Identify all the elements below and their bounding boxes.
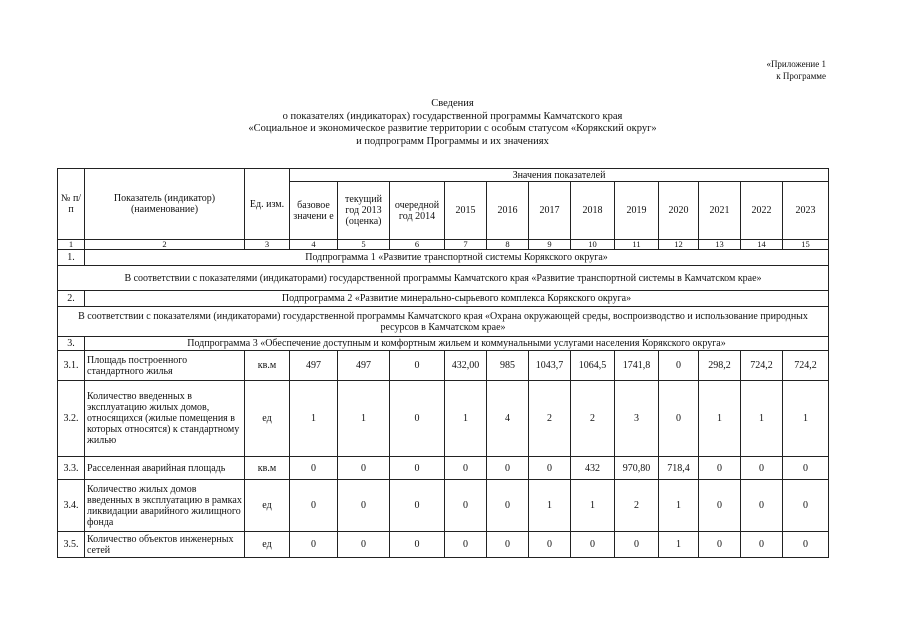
column-number: 1 — [58, 240, 85, 250]
column-number: 11 — [615, 240, 659, 250]
row-value: 0 — [487, 480, 529, 532]
subprogram-1-note: В соответствии с показателями (индикаторами) государственной программы Камчатского края «Развитие транспортной системы в Камчатском крае» — [58, 266, 829, 291]
row-value: 497 — [338, 351, 390, 381]
title-line-4: и подпрограмм Программы и их значениях — [356, 135, 549, 147]
row-value: 0 — [487, 532, 529, 558]
section-number: 1. — [58, 250, 85, 266]
row-number: 3.2. — [58, 381, 85, 457]
row-value: 724,2 — [741, 351, 783, 381]
row-value: 0 — [290, 532, 338, 558]
row-value: 1 — [338, 381, 390, 457]
appendix-line-1: «Приложение 1 — [766, 59, 826, 69]
row-value: 0 — [659, 351, 699, 381]
row-indicator-name: Количество объектов инженерных сетей — [85, 532, 245, 558]
subprogram-2-title: Подпрограмма 2 «Развитие минерально-сырьевого комплекса Корякского округа» — [85, 291, 829, 307]
header-indicator: Показатель (индикатор) (наименование) — [85, 169, 245, 240]
row-value: 724,2 — [783, 351, 829, 381]
row-value: 2 — [529, 381, 571, 457]
table-row — [58, 480, 829, 532]
header-values-group: Значения показателей — [290, 169, 829, 182]
row-number: 3.3. — [58, 457, 85, 480]
subprogram-2-note-row — [58, 307, 829, 337]
column-number: 7 — [445, 240, 487, 250]
row-value: 0 — [529, 457, 571, 480]
row-value: 985 — [487, 351, 529, 381]
header-num: № п/п — [58, 169, 85, 240]
appendix-line-2: к Программе — [776, 71, 826, 81]
row-value: 1741,8 — [615, 351, 659, 381]
row-value: 0 — [390, 457, 445, 480]
section-number: 2. — [58, 291, 85, 307]
row-value: 0 — [699, 480, 741, 532]
row-value: 0 — [445, 532, 487, 558]
header-year: 2015 — [445, 182, 487, 240]
row-value: 432,00 — [445, 351, 487, 381]
row-value: 0 — [659, 381, 699, 457]
column-number: 6 — [390, 240, 445, 250]
column-number: 5 — [338, 240, 390, 250]
row-value: 1 — [659, 532, 699, 558]
row-value: 0 — [741, 457, 783, 480]
row-value: 0 — [390, 381, 445, 457]
table-row — [58, 457, 829, 480]
row-unit: ед — [245, 532, 290, 558]
column-number: 13 — [699, 240, 741, 250]
indicators-table — [57, 168, 829, 558]
row-value: 1 — [445, 381, 487, 457]
row-value: 0 — [338, 457, 390, 480]
table-row — [58, 351, 829, 381]
header-current-year: текущий год 2013 (оценка) — [338, 182, 390, 240]
row-value: 0 — [445, 480, 487, 532]
header-base: базовое значени е — [290, 182, 338, 240]
row-value: 0 — [390, 351, 445, 381]
row-value: 0 — [338, 532, 390, 558]
header-next-year: очередной год 2014 — [390, 182, 445, 240]
header-year: 2023 — [783, 182, 829, 240]
row-indicator-name: Расселенная аварийная площадь — [85, 457, 245, 480]
header-year: 2021 — [699, 182, 741, 240]
row-indicator-name: Количество введенных в эксплуатацию жилых домов, относящихся (жилые помещения в которых относятся) к стандартному жилью — [85, 381, 245, 457]
row-value: 0 — [699, 532, 741, 558]
row-value: 497 — [290, 351, 338, 381]
row-value: 3 — [615, 381, 659, 457]
row-value: 0 — [390, 532, 445, 558]
header-year: 2018 — [571, 182, 615, 240]
row-value: 0 — [783, 457, 829, 480]
column-number: 15 — [783, 240, 829, 250]
column-number: 4 — [290, 240, 338, 250]
column-number-row — [58, 240, 829, 250]
row-value: 0 — [699, 457, 741, 480]
row-number: 3.4. — [58, 480, 85, 532]
column-number: 3 — [245, 240, 290, 250]
row-value: 2 — [571, 381, 615, 457]
section-number: 3. — [58, 337, 85, 351]
row-unit: ед — [245, 381, 290, 457]
row-value: 0 — [615, 532, 659, 558]
row-value: 1 — [529, 480, 571, 532]
appendix-note — [766, 58, 826, 82]
subprogram-1-title: Подпрограмма 1 «Развитие транспортной системы Корякского округа» — [85, 250, 829, 266]
column-number: 12 — [659, 240, 699, 250]
header-year: 2017 — [529, 182, 571, 240]
row-value: 0 — [783, 532, 829, 558]
row-value: 970,80 — [615, 457, 659, 480]
subprogram-2-note: В соответствии с показателями (индикаторами) государственной программы Камчатского края «Охрана окружающей среды, воспроизводство и использование природных ресурсов в Камчатском крае» — [58, 307, 829, 337]
row-value: 1 — [741, 381, 783, 457]
title-line-2: о показателях (индикаторах) государственной программы Камчатского края — [282, 110, 623, 122]
row-value: 1064,5 — [571, 351, 615, 381]
row-value: 0 — [741, 532, 783, 558]
row-indicator-name: Площадь построенного стандартного жилья — [85, 351, 245, 381]
column-number: 10 — [571, 240, 615, 250]
row-unit: кв.м — [245, 351, 290, 381]
row-value: 0 — [338, 480, 390, 532]
header-year: 2022 — [741, 182, 783, 240]
row-value: 718,4 — [659, 457, 699, 480]
column-number: 8 — [487, 240, 529, 250]
subprogram-3-title: Подпрограмма 3 «Обеспечение доступным и комфортным жильем и коммунальными услугами населения Корякского округа» — [85, 337, 829, 351]
row-value: 0 — [741, 480, 783, 532]
row-value: 1 — [699, 381, 741, 457]
row-value: 298,2 — [699, 351, 741, 381]
table-row — [58, 532, 829, 558]
row-value: 0 — [290, 480, 338, 532]
row-value: 1 — [290, 381, 338, 457]
row-value: 0 — [290, 457, 338, 480]
row-value: 0 — [390, 480, 445, 532]
row-value: 0 — [571, 532, 615, 558]
row-number: 3.5. — [58, 532, 85, 558]
header-unit: Ед. изм. — [245, 169, 290, 240]
header-year: 2020 — [659, 182, 699, 240]
column-number: 14 — [741, 240, 783, 250]
column-number: 9 — [529, 240, 571, 250]
title-line-1: Сведения — [431, 98, 474, 109]
row-value: 0 — [445, 457, 487, 480]
header-year: 2016 — [487, 182, 529, 240]
row-value: 1 — [783, 381, 829, 457]
subprogram-2-row — [58, 291, 829, 307]
subprogram-1-note-row — [58, 266, 829, 291]
table-row — [58, 381, 829, 457]
header-year: 2019 — [615, 182, 659, 240]
row-value: 1 — [571, 480, 615, 532]
column-number: 2 — [85, 240, 245, 250]
title-line-3: «Социальное и экономическое развитие территории с особым статусом «Корякский округ» — [248, 123, 657, 134]
row-value: 4 — [487, 381, 529, 457]
row-value: 0 — [487, 457, 529, 480]
subprogram-1-row — [58, 250, 829, 266]
document-title — [0, 98, 905, 148]
row-value: 2 — [615, 480, 659, 532]
row-unit: ед — [245, 480, 290, 532]
row-unit: кв.м — [245, 457, 290, 480]
row-value: 0 — [783, 480, 829, 532]
row-value: 1 — [659, 480, 699, 532]
row-number: 3.1. — [58, 351, 85, 381]
row-value: 0 — [529, 532, 571, 558]
row-indicator-name: Количество жилых домов введенных в эксплуатацию в рамках ликвидации аварийного жилищного фонда — [85, 480, 245, 532]
row-value: 1043,7 — [529, 351, 571, 381]
row-value: 432 — [571, 457, 615, 480]
subprogram-3-row — [58, 337, 829, 351]
